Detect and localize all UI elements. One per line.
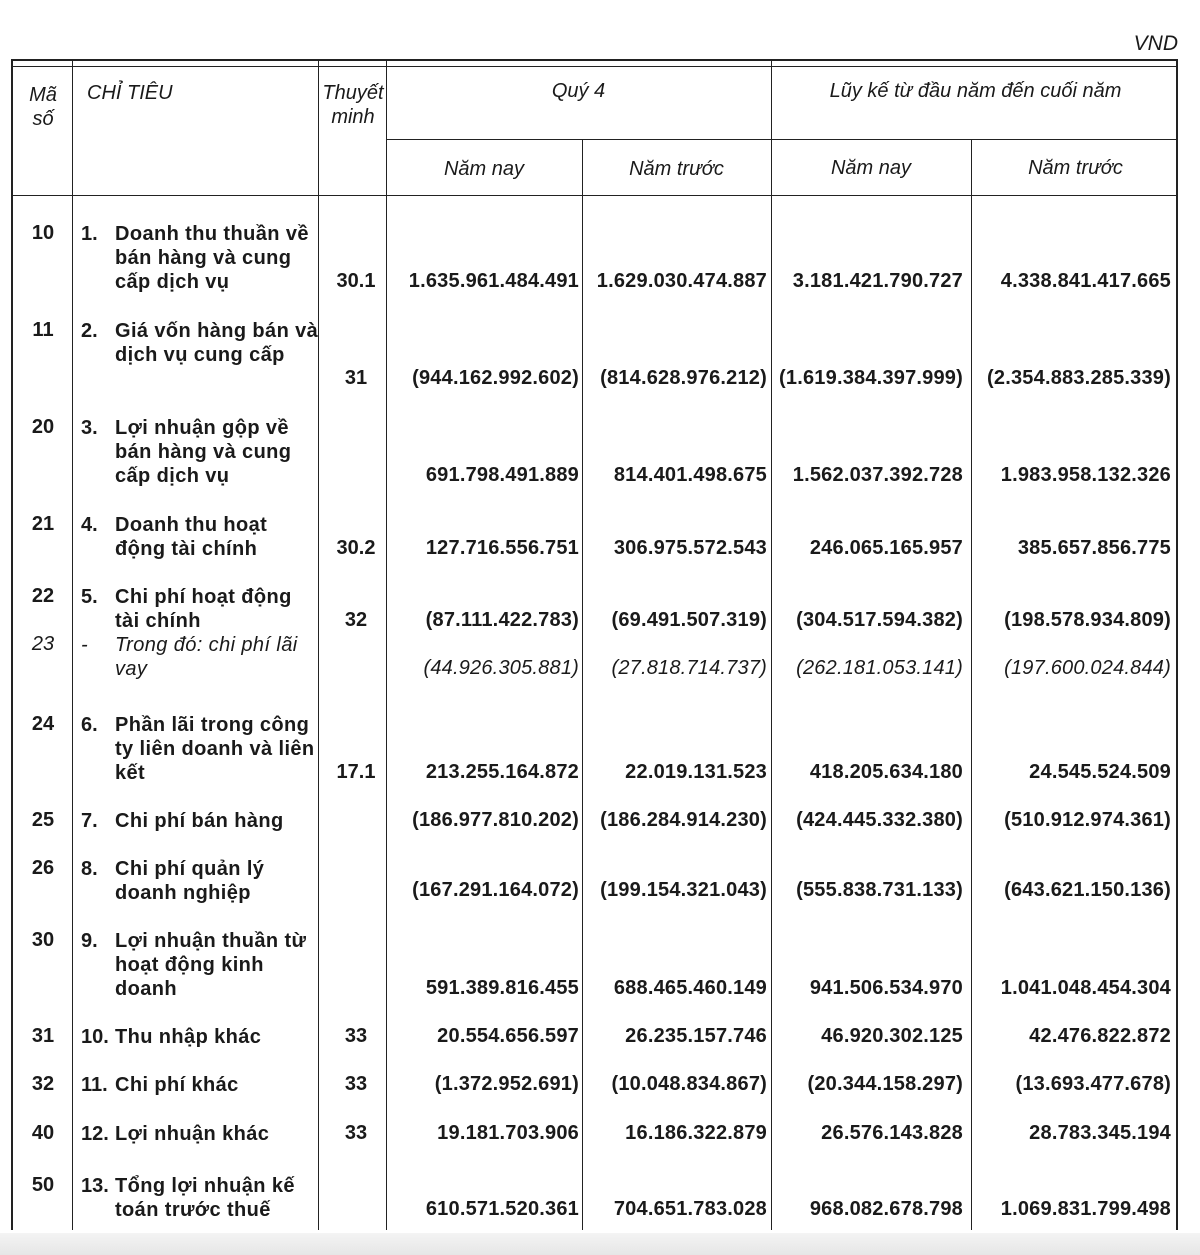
row-quarter-last-year: (10.048.834.867) (611, 1073, 767, 1095)
header-code: Mã số (29, 84, 57, 130)
row-quarter-last-year: 1.629.030.474.887 (596, 270, 767, 292)
col-line-ytd-split (971, 140, 972, 1230)
row-quarter-this-year: 20.554.656.597 (437, 1025, 579, 1047)
row-note: 30.1 (336, 270, 376, 292)
header-ytd: Lũy kế từ đầu năm đến cuối năm (829, 80, 1122, 102)
header-indicator: CHỈ TIÊU (87, 82, 173, 104)
col-line-quarter-ytd (771, 61, 772, 1230)
row-label: 11. Chi phí khác (81, 1074, 239, 1096)
row-quarter-last-year: 704.651.783.028 (613, 1198, 767, 1220)
row-ytd-this-year: (424.445.332.380) (796, 809, 963, 831)
row-ytd-this-year: (20.344.158.297) (807, 1073, 963, 1095)
row-ytd-last-year: (510.912.974.361) (1004, 809, 1171, 831)
row-label: 9. Lợi nhuận thuần từ hoạt động kinh doanh (81, 930, 307, 1000)
row-quarter-last-year: (199.154.321.043) (600, 879, 767, 901)
row-note: 33 (344, 1073, 368, 1095)
currency-label: VND (1133, 32, 1178, 55)
row-ytd-last-year: 1.983.958.132.326 (1000, 464, 1171, 486)
row-note: 31 (344, 367, 368, 389)
col-line-quarter-split (582, 140, 583, 1230)
row-quarter-this-year: 127.716.556.751 (425, 537, 579, 559)
row-ytd-last-year: 1.069.831.799.498 (1000, 1198, 1171, 1220)
row-label: 7. Chi phí bán hàng (81, 810, 284, 832)
row-quarter-this-year: (87.111.422.783) (425, 609, 579, 631)
row-quarter-last-year: (186.284.914.230) (600, 809, 767, 831)
row-note: 33 (344, 1122, 368, 1144)
row-ytd-last-year: (643.621.150.136) (1004, 879, 1171, 901)
row-code: 50 (31, 1174, 55, 1196)
row-quarter-this-year: 691.798.491.889 (425, 464, 579, 486)
row-label: - Trong đó: chi phí lãi vay (81, 634, 298, 680)
row-quarter-last-year: 688.465.460.149 (613, 977, 767, 999)
header-quarter-this-year: Năm nay (443, 158, 525, 180)
row-quarter-last-year: 16.186.322.879 (625, 1122, 767, 1144)
header-quarter: Quý 4 (551, 80, 606, 102)
row-code: 26 (31, 857, 55, 879)
row-code: 25 (31, 809, 55, 831)
row-ytd-last-year: 24.545.524.509 (1029, 761, 1171, 783)
row-quarter-last-year: 22.019.131.523 (625, 761, 767, 783)
row-code: 20 (31, 416, 55, 438)
row-quarter-this-year: 1.635.961.484.491 (408, 270, 579, 292)
row-ytd-last-year: 4.338.841.417.665 (1000, 270, 1171, 292)
row-quarter-last-year: 26.235.157.746 (625, 1025, 767, 1047)
header-bottom-rule (13, 195, 1176, 196)
row-code: 21 (31, 513, 55, 535)
row-ytd-last-year: 42.476.822.872 (1029, 1025, 1171, 1047)
row-code: 40 (31, 1122, 55, 1144)
row-note: 30.2 (336, 537, 376, 559)
row-ytd-this-year: 1.562.037.392.728 (792, 464, 963, 486)
header-quarter-last-year: Năm trước (629, 158, 724, 180)
row-ytd-this-year: (1.619.384.397.999) (779, 367, 963, 389)
row-code: 10 (31, 222, 55, 244)
row-quarter-last-year: (27.818.714.737) (611, 657, 767, 679)
header-ytd-this-year: Năm nay (830, 157, 912, 179)
row-note: 17.1 (336, 761, 376, 783)
row-ytd-this-year: 941.506.534.970 (809, 977, 963, 999)
row-label: 13. Tổng lợi nhuận kế toán trước thuế (81, 1175, 295, 1221)
row-quarter-last-year: 814.401.498.675 (613, 464, 767, 486)
row-label: 6. Phần lãi trong công ty liên doanh và liên kết (81, 714, 315, 784)
row-code: 24 (31, 713, 55, 735)
row-ytd-last-year: (13.693.477.678) (1015, 1073, 1171, 1095)
row-label: 1. Doanh thu thuần về bán hàng và cung cấp dịch vụ (81, 223, 309, 293)
row-ytd-last-year: (197.600.024.844) (1004, 657, 1171, 679)
row-quarter-this-year: (1.372.952.691) (434, 1073, 579, 1095)
row-ytd-last-year: 28.783.345.194 (1029, 1122, 1171, 1144)
row-quarter-this-year: (167.291.164.072) (412, 879, 579, 901)
row-quarter-this-year: 213.255.164.872 (425, 761, 579, 783)
row-label: 5. Chi phí hoạt động tài chính (81, 586, 292, 632)
row-label: 4. Doanh thu hoạt động tài chính (81, 514, 268, 560)
col-line-note (386, 61, 387, 1230)
row-ytd-this-year: 3.181.421.790.727 (792, 270, 963, 292)
row-quarter-last-year: (69.491.507.319) (611, 609, 767, 631)
row-quarter-this-year: (944.162.992.602) (412, 367, 579, 389)
row-quarter-this-year: 610.571.520.361 (425, 1198, 579, 1220)
row-label: 2. Giá vốn hàng bán và dịch vụ cung cấp (81, 320, 319, 366)
row-ytd-last-year: (2.354.883.285.339) (987, 367, 1171, 389)
row-code: 30 (31, 929, 55, 951)
row-quarter-last-year: 306.975.572.543 (613, 537, 767, 559)
row-quarter-last-year: (814.628.976.212) (600, 367, 767, 389)
header-ytd-last-year: Năm trước (1028, 157, 1123, 179)
row-quarter-this-year: (44.926.305.881) (423, 657, 579, 679)
row-ytd-this-year: 26.576.143.828 (821, 1122, 963, 1144)
page-bottom-edge (0, 1233, 1200, 1255)
row-code: 31 (31, 1025, 55, 1047)
row-ytd-last-year: (198.578.934.809) (1004, 609, 1171, 631)
row-ytd-this-year: 246.065.165.957 (809, 537, 963, 559)
row-ytd-this-year: (555.838.731.133) (796, 879, 963, 901)
row-ytd-this-year: 46.920.302.125 (821, 1025, 963, 1047)
row-ytd-last-year: 385.657.856.775 (1017, 537, 1171, 559)
row-code: 11 (32, 319, 54, 341)
row-note: 33 (344, 1025, 368, 1047)
row-label: 12. Lợi nhuận khác (81, 1123, 270, 1145)
header-note: Thuyết minh (322, 82, 384, 128)
row-ytd-this-year: (304.517.594.382) (796, 609, 963, 631)
row-note: 32 (344, 609, 368, 631)
row-ytd-this-year: (262.181.053.141) (796, 657, 963, 679)
top-double-rule (13, 66, 1176, 67)
row-quarter-this-year: 591.389.816.455 (425, 977, 579, 999)
row-code: 22 (31, 585, 55, 607)
header-mid-rule (386, 139, 1176, 140)
row-ytd-this-year: 418.205.634.180 (809, 761, 963, 783)
row-quarter-this-year: (186.977.810.202) (412, 809, 579, 831)
row-label: 3. Lợi nhuận gộp về bán hàng và cung cấp dịch vụ (81, 417, 292, 487)
row-code: 32 (31, 1073, 55, 1095)
row-ytd-last-year: 1.041.048.454.304 (1000, 977, 1171, 999)
row-label: 10. Thu nhập khác (81, 1026, 262, 1048)
row-ytd-this-year: 968.082.678.798 (809, 1198, 963, 1220)
income-statement-table (11, 59, 1178, 1230)
row-quarter-this-year: 19.181.703.906 (437, 1122, 579, 1144)
row-label: 8. Chi phí quản lý doanh nghiệp (81, 858, 265, 904)
row-code: 23 (31, 633, 55, 655)
